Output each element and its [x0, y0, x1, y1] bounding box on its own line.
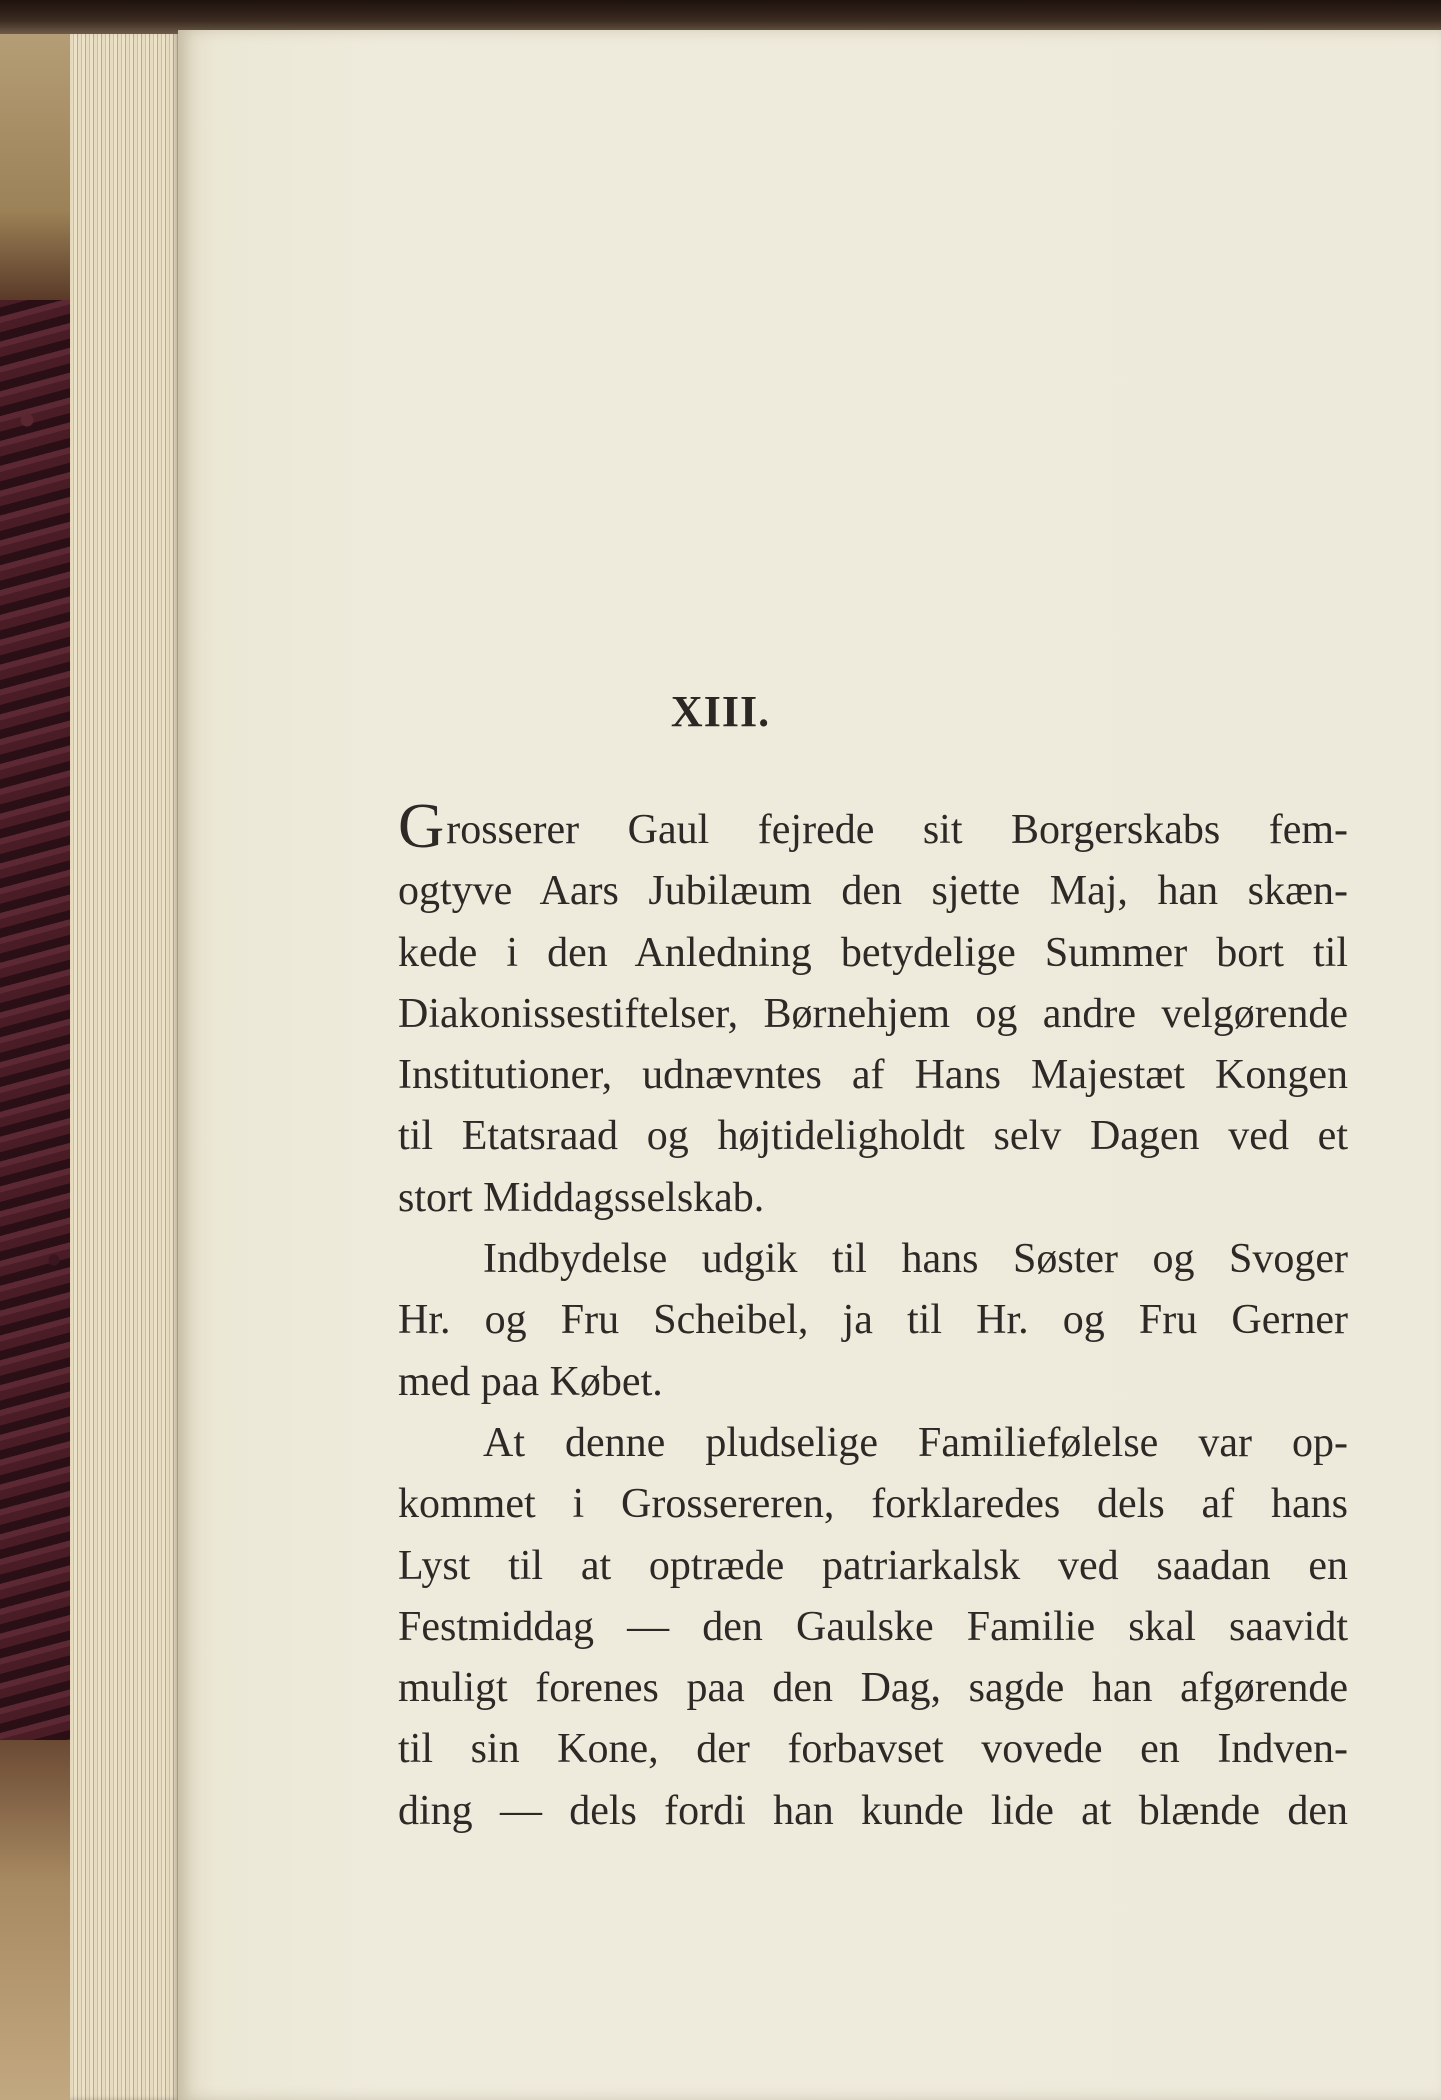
text-line: Institutioner, udnævntes af Hans Majestæt Kongen — [398, 1052, 1348, 1099]
text-line: Lyst til at optræde patriarkalsk ved saadan en — [398, 1542, 1348, 1589]
body-text — [398, 790, 1348, 1842]
text-line: til sin Kone, der forbavset vovede en Indven- — [398, 1726, 1348, 1773]
text-line: Indbydelse udgik til hans Søster og Svoger — [483, 1236, 1348, 1283]
page-edges — [70, 30, 180, 2100]
chapter-number: XIII. — [670, 687, 771, 736]
text-line: muligt forenes paa den Dag, sagde han afgørende — [398, 1665, 1348, 1712]
text-line: til Etatsraad og højtideligholdt selv Dagen ved et — [398, 1113, 1348, 1160]
text-line: med paa Købet. — [398, 1358, 663, 1405]
text-line: ogtyve Aars Jubilæum den sjette Maj, han skæn- — [398, 868, 1348, 915]
text-line: kommet i Grossereren, forklaredes dels af hans — [398, 1481, 1348, 1528]
text-line: ding — dels fordi han kunde lide at blænde den — [398, 1787, 1348, 1834]
drop-cap: G — [398, 790, 445, 861]
text-line: Diakonissestiftelser, Børnehjem og andre velgørende — [398, 990, 1348, 1037]
text-line: stort Middagsselskab. — [398, 1174, 765, 1221]
text-line: Festmiddag — den Gaulske Familie skal saavidt — [398, 1603, 1348, 1650]
text-line: kede i den Anledning betydelige Summer bort til — [398, 929, 1348, 976]
text-line: At denne pludselige Familiefølelse var op- — [483, 1419, 1348, 1466]
text-line: Hr. og Fru Scheibel, ja til Hr. og Fru Gerner — [398, 1297, 1348, 1344]
text-line: Grosserer Gaul fejrede sit Borgerskabs fem- — [398, 790, 1348, 861]
page-top-shadow — [0, 0, 1441, 34]
